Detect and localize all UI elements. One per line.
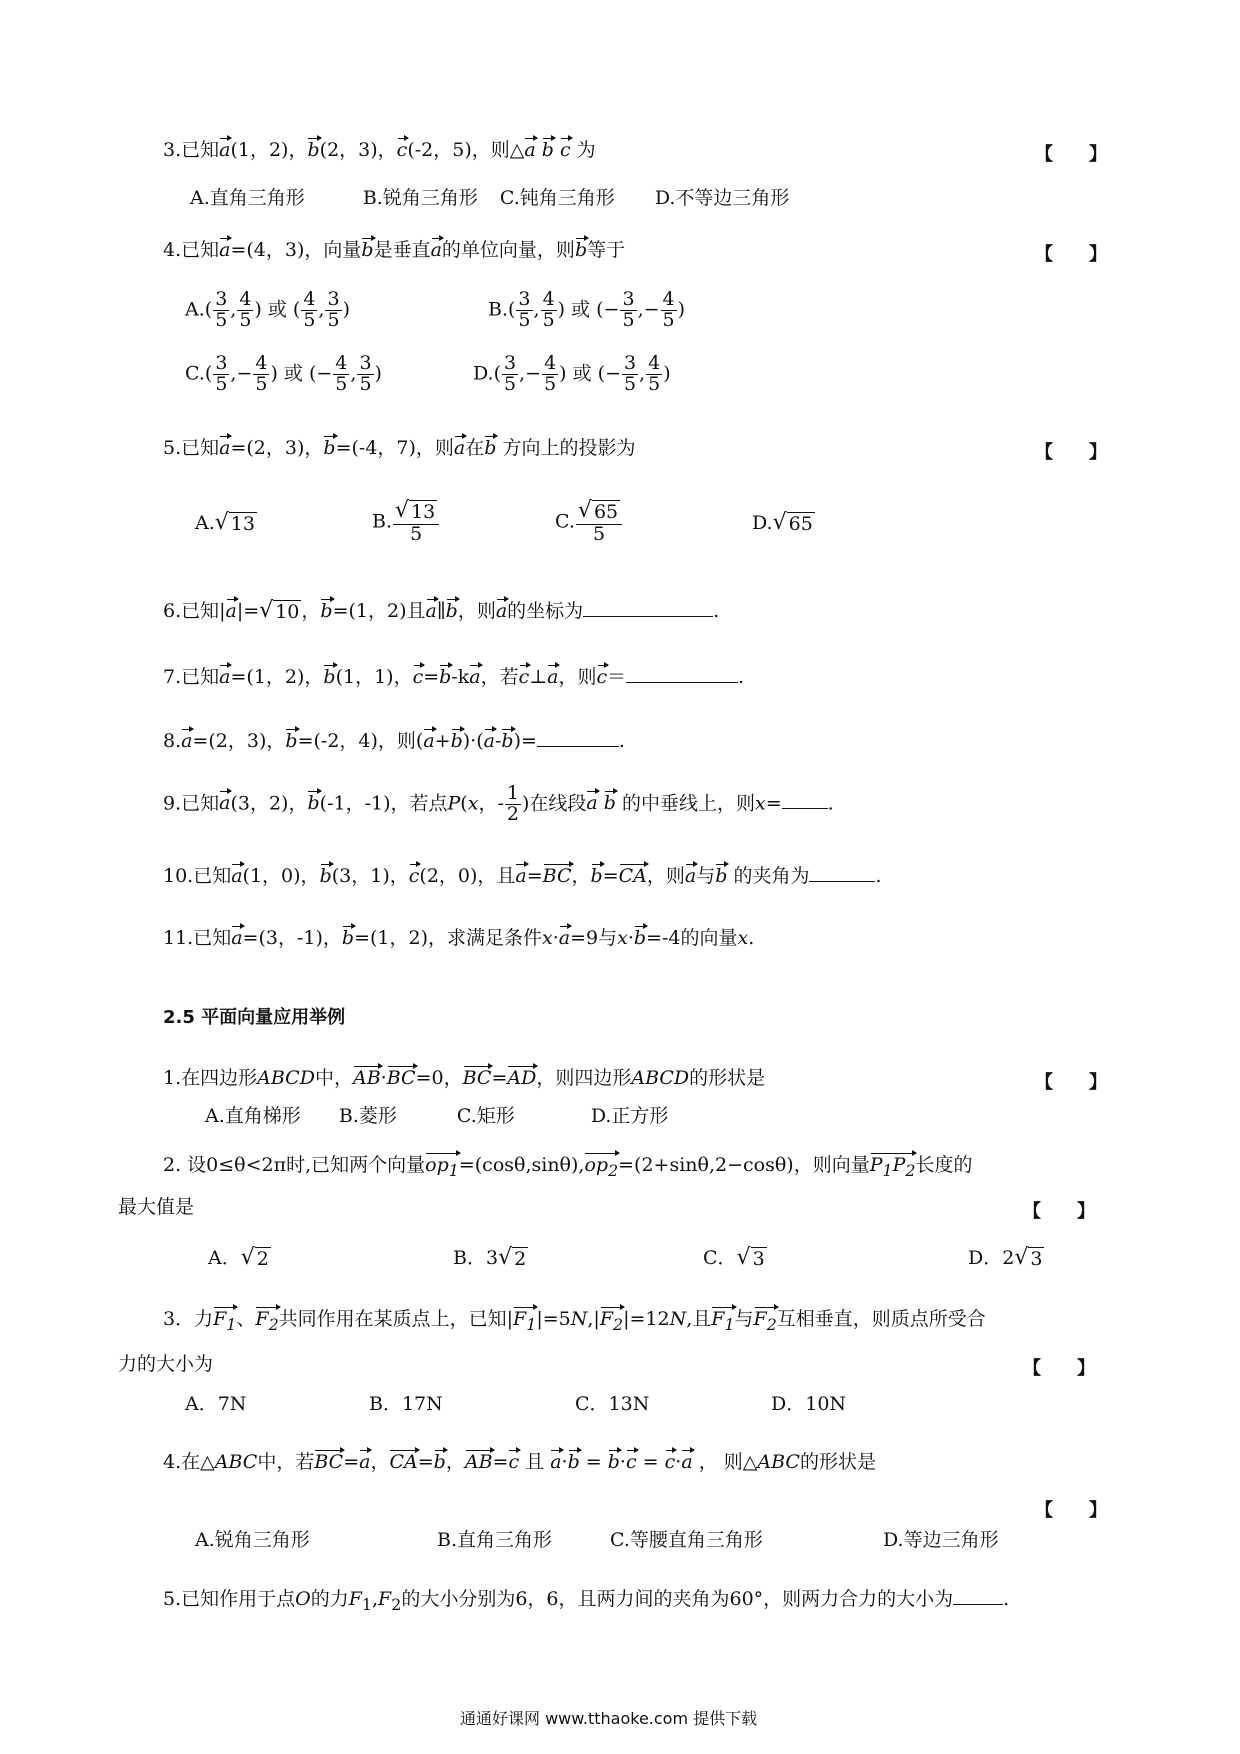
option-d: D．10N bbox=[771, 1393, 847, 1415]
answer-blank bbox=[809, 863, 875, 882]
option-b: B.菱形 bbox=[338, 1105, 397, 1127]
answer-bracket: 【 】 bbox=[1035, 244, 1107, 265]
sec2-question-4: 4.在△ABC中，若BC=a，CA=b，AB=c 且 a·b = b·c = c·a ， 则△ABC的形状是 bbox=[163, 1451, 876, 1473]
option-b: B.直角三角形 bbox=[437, 1529, 553, 1551]
q5-option-d: D. √ 65 bbox=[752, 510, 813, 535]
section-heading: 2.5 平面向量应用举例 bbox=[163, 1007, 346, 1028]
q5-option-a: A. √ 13 bbox=[195, 510, 255, 535]
answer-bracket: 【 】 bbox=[1035, 144, 1107, 165]
question-6: 6.已知|a|= √ 10 ，b=(1，2)且a∥b，则a的坐标为 . bbox=[163, 598, 720, 623]
option-b: B．3 √ 2 bbox=[453, 1245, 527, 1270]
option-c: C.钝角三角形 bbox=[499, 187, 615, 209]
option-c: C．13N bbox=[575, 1393, 650, 1415]
option-a: A.锐角三角形 bbox=[195, 1529, 310, 1551]
answer-blank bbox=[626, 664, 738, 683]
option-a: A．7N bbox=[185, 1393, 247, 1415]
option-c: C． √ 3 bbox=[703, 1245, 765, 1270]
answer-bracket: 【 】 bbox=[1023, 1201, 1095, 1222]
option-a: A.直角梯形 bbox=[205, 1105, 301, 1127]
sec2-question-5: 5.已知作用于点O的力$F_1,F_2$的大小分别为6，6，且两力间的夹角为60°，则两力合力的大小为 . bbox=[163, 1588, 1010, 1614]
answer-bracket: 【 】 bbox=[1023, 1358, 1095, 1379]
q4-option-a: A.( $\frac{3}{5}$ , $\frac{4}{5}$ ) 或 ( $\frac{4}{5}$ , $\frac{3}{5}$ ) bbox=[185, 288, 350, 331]
q3-options bbox=[190, 188, 789, 210]
answer-blank bbox=[782, 790, 828, 809]
option-a: A． √ 2 bbox=[208, 1245, 269, 1270]
option-c: C.等腰直角三角形 bbox=[610, 1529, 763, 1551]
page-footer: 通通好课网 www.tthaoke.com 提供下载 bbox=[460, 1709, 758, 1728]
sec2-question-3-cont: 力的大小为 bbox=[118, 1353, 214, 1375]
answer-bracket: 【 】 bbox=[1035, 1500, 1107, 1521]
question-7: 7.已知a=(1，2)，b(1，1)，c=b-ka，若c⊥a，则c＝ . bbox=[163, 666, 745, 688]
option-d: D.正方形 bbox=[590, 1105, 669, 1127]
sec2-question-3: 3．力$F_1$、$F_2$共同作用在某质点上，已知$|F_1|=5N,|F_2|=12N$,且$F_1$与$F_2$互相垂直，则质点所受合 bbox=[163, 1308, 986, 1334]
option-d: D.等边三角形 bbox=[883, 1529, 999, 1551]
option-c: C.矩形 bbox=[456, 1105, 515, 1127]
option-d: D.不等边三角形 bbox=[654, 187, 790, 209]
sec2-question-2: 2. 设0≤θ<2π时,已知两个向量$op_1=(\cos\theta,\sin\theta),op_2=(2+\sin\theta,2-\cos\theta)$，则向量$P_1P_2$长度的 bbox=[163, 1154, 973, 1180]
sec2-question-1: 1.在四边形ABCD中，AB·BC=0，BC=AD，则四边形ABCD的形状是 bbox=[163, 1067, 766, 1089]
q4-option-b: B.( $\frac{3}{5}$ , $\frac{4}{5}$ ) 或 (− $\frac{3}{5}$ ,− $\frac{4}{5}$ ) bbox=[488, 288, 686, 331]
q4-option-c: C.( $\frac{3}{5}$ ,− $\frac{4}{5}$ ) 或 (− $\frac{4}{5}$ , $\frac{3}{5}$ ) bbox=[185, 352, 382, 395]
question-3: 3.已知a(1，2)，b(2，3)，c(-2，5)，则△a b c 为 bbox=[163, 139, 596, 161]
sec2-q2-options bbox=[208, 1245, 1043, 1271]
question-8: 8.a=(2，3)，b=(-2，4)，则(a+b)·(a-b)= . bbox=[163, 730, 625, 752]
option-b: B．17N bbox=[369, 1393, 443, 1415]
question-10: 10.已知a(1，0)，b(3，1)，c(2，0)，且a=BC，b=CA，则a与b 的夹角为 . bbox=[163, 865, 882, 887]
option-d: D．2 √ 3 bbox=[968, 1245, 1043, 1270]
answer-bracket: 【 】 bbox=[1035, 442, 1107, 463]
sec2-question-2-cont: 最大值是 bbox=[118, 1196, 195, 1218]
q5-option-c: C. √ 65 5 bbox=[555, 500, 623, 545]
sec2-q4-options bbox=[195, 1529, 999, 1552]
question-4: 4.已知a=(4，3)，向量b是垂直a的单位向量，则b等于 bbox=[163, 239, 626, 261]
option-a: A.直角三角形 bbox=[190, 187, 305, 209]
q5-option-b: B. √ 13 5 bbox=[372, 500, 440, 545]
answer-blank bbox=[953, 1586, 1003, 1605]
answer-blank bbox=[583, 598, 713, 617]
question-9: 9.已知a(3，2)，b(-1，-1)，若点P(x，- $\frac{1}{2}$ )在线段a b 的中垂线上，则x= . bbox=[163, 782, 834, 825]
answer-bracket: 【 】 bbox=[1035, 1072, 1107, 1093]
question-5: 5.已知a=(2，3)，b=(-4，7)，则a在b 方向上的投影为 bbox=[163, 437, 636, 459]
sec2-q1-options bbox=[205, 1106, 668, 1128]
question-11: 11.已知a=(3，-1)，b=(1，2)，求满足条件x·a=9与x·b=-4的向量x. bbox=[163, 927, 755, 949]
sec2-q3-options bbox=[185, 1393, 847, 1416]
answer-blank bbox=[537, 728, 619, 747]
option-b: B.锐角三角形 bbox=[362, 187, 478, 209]
q4-option-d: D.( $\frac{3}{5}$ ,− $\frac{4}{5}$ ) 或 (− $\frac{3}{5}$ , $\frac{4}{5}$ ) bbox=[473, 352, 671, 395]
